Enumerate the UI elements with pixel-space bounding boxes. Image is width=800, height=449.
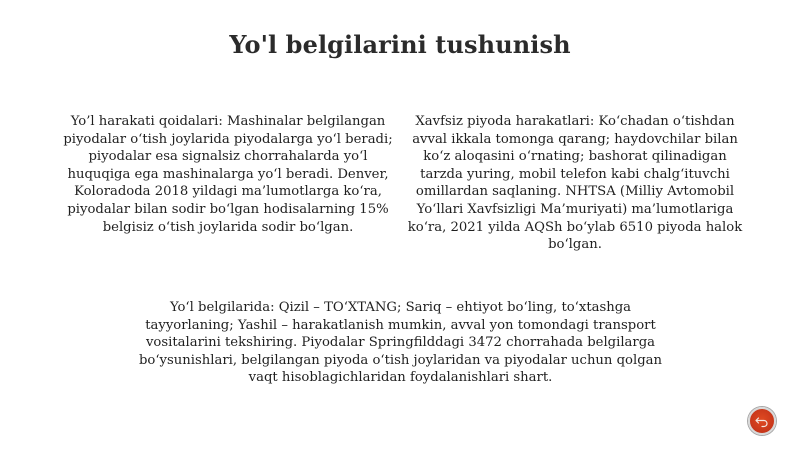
return-nav-button[interactable] [748, 407, 776, 435]
traffic-signals-text: Yo‘l belgilarida: Qizil – TO‘XTANG; Sariq – ehtiyot bo‘ling, to‘xtashga tayyorlaning; Yashil – harakatlanish mumkin, avval yon tomondagi transport vositalarini tekshiring. Piyodalar Springfilddagi 3472 chorrahada belgilarga bo‘ysunishlari, belgilangan piyoda o‘tish joylaridan va piyodalar uchun qolgan vaqt hisoblagichlaridan foydalanishlari shart. [138, 300, 663, 386]
back-return-icon [750, 409, 774, 433]
traffic-rules-text: Yo’l harakati qoidalari: Mashinalar belgilangan piyodalar o‘tish joylarida piyodalarga yo‘l beradi; piyodalar esa signalsiz chorrahalarda yo‘l huquqiga ega mashinalarga yo‘l beradi. Denver, Koloradoda 2018 yildagi ma’lumotlarga ko‘ra, piyodalar bilan sodir bo‘lgan hodisalarning 15% belgisiz o‘tish joylarida sodir bo‘lgan. [63, 114, 393, 235]
safe-pedestrian-text: Xavfsiz piyoda harakatlari: Ko‘chadan o‘tishdan avval ikkala tomonga qarang; haydovchilar bilan ko‘z aloqasini o‘rnating; bashorat qilinadigan tarzda yuring, mobil telefon kabi chalg‘ituvchi omillardan saqlaning. NHTSA (Milliy Avtomobil Yo‘llari Xavfsizligi Ma’muriyati) ma’lumotlariga ko‘ra, 2021 yilda AQSh bo‘ylab 6510 piyoda halok bo‘lgan. [407, 114, 743, 253]
slide-title: Yo'l belgilarini tushunish [229, 30, 571, 59]
